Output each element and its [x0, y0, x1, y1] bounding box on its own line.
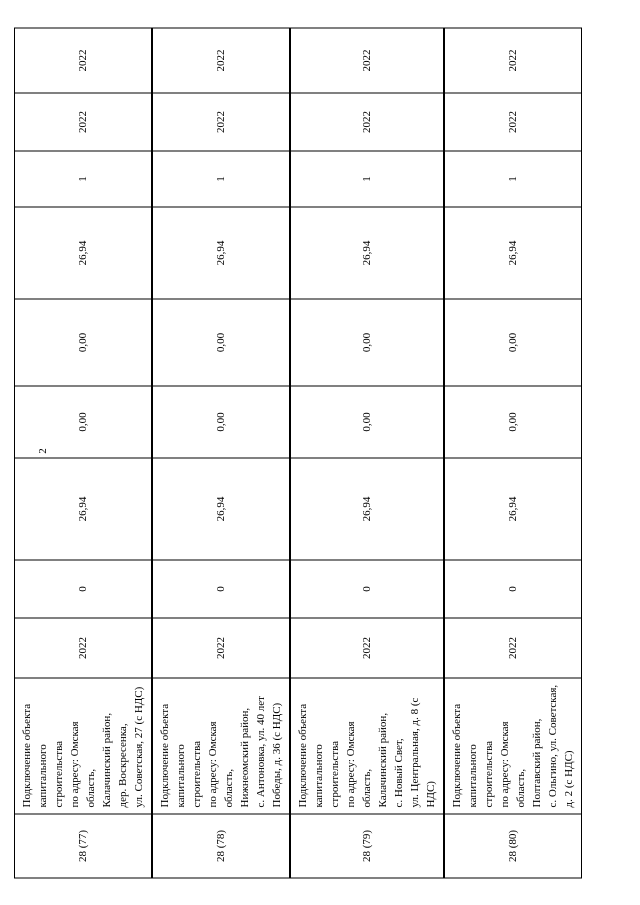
cell-value: 26,94	[290, 207, 444, 299]
cell-value: 0,00	[290, 299, 444, 386]
cell-value: 0,00	[444, 299, 582, 386]
data-table	[14, 28, 582, 879]
cell-year: 2022	[15, 618, 153, 678]
cell-value: 26,94	[152, 458, 290, 560]
cell-value: 0	[290, 560, 444, 618]
cell-value: 0,00	[15, 386, 153, 458]
row-number: 28 (80)	[444, 814, 582, 878]
cell-value: 1	[290, 151, 444, 207]
cell-value: 0,00	[444, 386, 582, 458]
cell-value: 0,00	[152, 386, 290, 458]
page-number: 2	[36, 448, 49, 454]
cell-year: 2022	[15, 93, 153, 151]
cell-year: 2022	[152, 93, 290, 151]
cell-year: 2022	[152, 28, 290, 93]
cell-year: 2022	[444, 618, 582, 678]
row-number: 28 (77)	[15, 814, 153, 878]
table-row	[444, 28, 582, 878]
cell-value: 1	[15, 151, 153, 207]
table-row	[290, 28, 444, 878]
cell-value: 0	[444, 560, 582, 618]
object-description: Подключение объекта капитального строительства по адресу: Омская область, Калачинский район, с. Новый Свет, ул. Центральная, д. 8 (с НДС)	[290, 678, 444, 814]
row-number: 28 (78)	[152, 814, 290, 878]
cell-value: 1	[444, 151, 582, 207]
cell-value: 0,00	[290, 386, 444, 458]
cell-year: 2022	[290, 618, 444, 678]
cell-year: 2022	[152, 618, 290, 678]
cell-year: 2022	[15, 28, 153, 93]
object-description: Подключение объекта капитального строительства по адресу: Омская область, Полтавский район, с. Ольгино, ул. Советская, д. 2 (с НДС)	[444, 678, 582, 814]
object-description: Подключение объекта капитального строительства по адресу: Омская область, Нижнеомский район, с. Антоновка, ул. 40 лет Победы, д. 36 (с НДС)	[152, 678, 290, 814]
cell-year: 2022	[290, 93, 444, 151]
cell-value: 0	[15, 560, 153, 618]
cell-value: 26,94	[444, 207, 582, 299]
row-number: 28 (79)	[290, 814, 444, 878]
cell-value: 26,94	[15, 458, 153, 560]
cell-value: 26,94	[444, 458, 582, 560]
cell-value: 0	[152, 560, 290, 618]
cell-value: 26,94	[290, 458, 444, 560]
cell-value: 26,94	[15, 207, 153, 299]
cell-year: 2022	[444, 93, 582, 151]
cell-value: 0,00	[15, 299, 153, 386]
cell-year: 2022	[290, 28, 444, 93]
cell-year: 2022	[444, 28, 582, 93]
table-wrapper	[21, 28, 575, 878]
table-row	[152, 28, 290, 878]
cell-value: 1	[152, 151, 290, 207]
cell-value: 0,00	[152, 299, 290, 386]
cell-value: 26,94	[152, 207, 290, 299]
object-description: Подключение объекта капитального строительства по адресу: Омская область, Калачинский район, дер. Воскресенка, ул. Советская, 27 (с НДС)	[15, 678, 153, 814]
table-row	[15, 28, 153, 878]
